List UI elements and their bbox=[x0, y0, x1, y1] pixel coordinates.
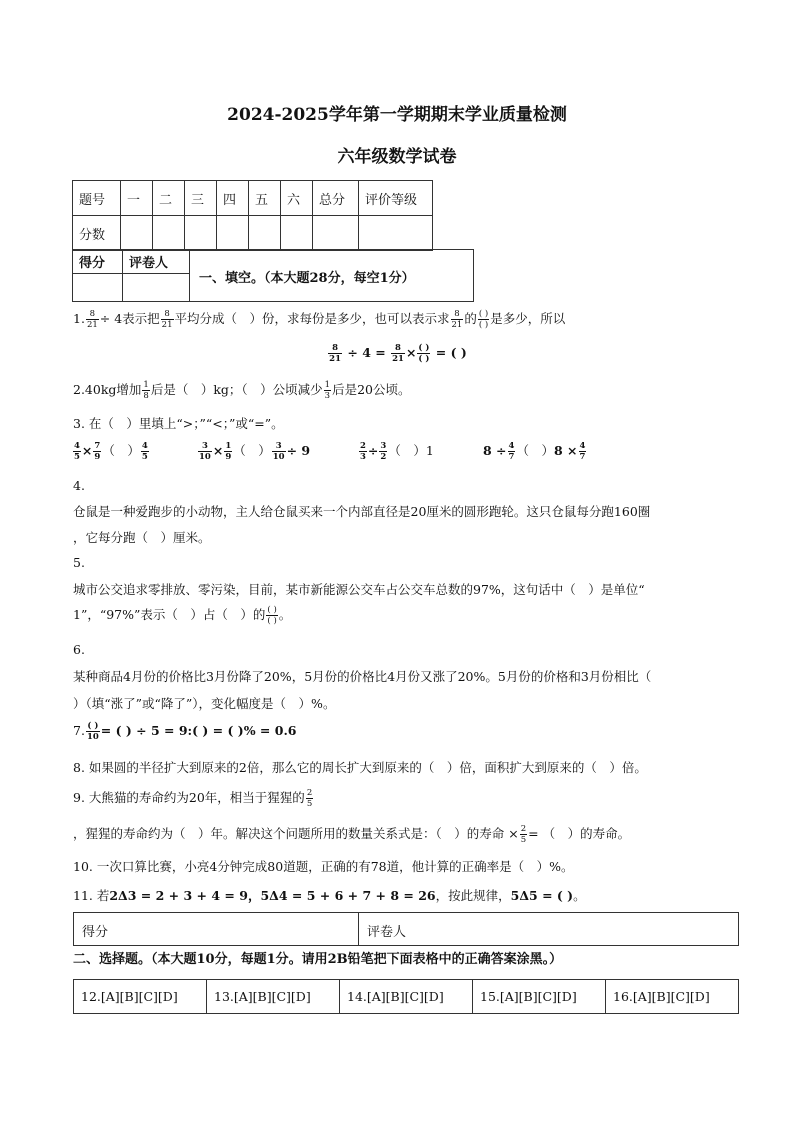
question-3-item-1: $\frac{4}{5}$ × $\frac{7}{9}$ （ ） $\frac{4}{5}$ bbox=[74, 441, 148, 462]
question-3-item-3: $\frac{2}{3}$ ÷ $\frac{3}{2}$ （ ）1 bbox=[360, 441, 434, 462]
question-2: 2.40kg增加 $\frac{1}{8}$ 后是（ ）kg；（ ）公顷减少 $\frac{1}{3}$ 后是20公顷。 bbox=[73, 380, 411, 401]
exam-subtitle: 六年级数学试卷 bbox=[337, 147, 457, 167]
question-9-line1: 9. 大熊猫的寿命约为20年，相当于猩猩的 $\frac{2}{5}$ bbox=[73, 788, 313, 809]
grader-reviewer-cell[interactable] bbox=[123, 274, 190, 302]
score-table bbox=[72, 180, 433, 251]
answer-cell-14[interactable]: 14.[A][B][C][D] bbox=[340, 980, 473, 1013]
answer-cell-12[interactable]: 12.[A][B][C][D] bbox=[74, 980, 207, 1013]
question-4-line2: ，它每分跑（ ）厘米。 bbox=[73, 530, 211, 545]
score-cell[interactable] bbox=[153, 216, 185, 251]
score-table-header: 二 bbox=[153, 181, 185, 216]
fraction: $\frac{8}{21}$ bbox=[451, 309, 463, 330]
question-6-line1: 某种商品4月份的价格比3月份降了20%，5月份的价格比4月份又涨了20%。5月份的价格和3月份相比（ bbox=[73, 669, 652, 684]
score-cell[interactable] bbox=[281, 216, 313, 251]
question-8: 8. 如果圆的半径扩大到原来的2倍，那么它的周长扩大到原来的（ ）倍，面积扩大到原来的（ ）倍。 bbox=[73, 760, 647, 775]
question-3: 3. 在（ ）里填上“>；”“<；”或“=”。 bbox=[73, 416, 284, 431]
question-4-number: 4. bbox=[73, 478, 85, 493]
fraction: $\frac{8}{21}$ bbox=[86, 309, 98, 330]
question-10: 10. 一次口算比赛，小亮4分钟完成80道题，正确的有78道，他计算的正确率是（ ）%。 bbox=[73, 859, 574, 874]
score-table-header: 总分 bbox=[313, 181, 359, 216]
question-3-item-4: 8 ÷ $\frac{4}{7}$ （ ）8 × $\frac{4}{7}$ bbox=[483, 441, 586, 462]
score-table-header: 评价等级 bbox=[359, 181, 433, 216]
question-1: 1. $\frac{8}{21}$ ÷ 4表示把 $\frac{8}{21}$ 平均分成（ ）份，求每份是多少，也可以表示求 $\frac{8}{21}$ 的 $\frac{( )}{( )}$ 是多少，所以 bbox=[73, 309, 566, 330]
grader-reviewer-label: 评卷人 bbox=[123, 250, 190, 274]
divider bbox=[358, 913, 359, 945]
score-table-header: 六 bbox=[281, 181, 313, 216]
section1-title: 一、填空。（本大题28分，每空1分） bbox=[199, 271, 415, 286]
blank-fraction[interactable]: $\frac{( )}{( )}$ bbox=[267, 605, 277, 626]
score-table-header: 三 bbox=[185, 181, 217, 216]
answer-sheet bbox=[73, 979, 739, 1014]
score-cell[interactable] bbox=[313, 216, 359, 251]
answer-cell-15[interactable]: 15.[A][B][C][D] bbox=[473, 980, 606, 1013]
question-1-equation: $\frac{8}{21}$ ÷ 4 = $\frac{8}{21}$ × $\frac{( )}{( )}$ = ( ) bbox=[329, 343, 467, 364]
question-5-line1: 城市公交追求零排放、零污染，目前，某市新能源公交车占公交车总数的97%，这句话中（ ）是单位“ bbox=[73, 582, 645, 597]
score-cell[interactable] bbox=[185, 216, 217, 251]
score-table-header: 一 bbox=[121, 181, 153, 216]
blank-fraction[interactable]: $\frac{( )}{( )}$ bbox=[418, 343, 430, 364]
question-5-number: 5. bbox=[73, 555, 85, 570]
question-6-number: 6. bbox=[73, 642, 85, 657]
question-6-line2: ）（填“涨了”或“降了”），变化幅度是（ ）%。 bbox=[73, 696, 336, 711]
section2-title: 二、选择题。（本大题10分，每题1分。请用2B铅笔把下面表格中的正确答案涂黑。） bbox=[73, 952, 563, 967]
score-table-header: 五 bbox=[249, 181, 281, 216]
question-4-line1: 仓鼠是一种爱跑步的小动物，主人给仓鼠买来一个内部直径是20厘米的圆形跑轮。这只仓鼠每分跑160圈 bbox=[73, 504, 651, 519]
answer-cell-16[interactable]: 16.[A][B][C][D] bbox=[613, 989, 710, 1004]
answer-cell-13[interactable]: 13.[A][B][C][D] bbox=[207, 980, 340, 1013]
question-9-line2: ，猩猩的寿命约为（ ）年。解决这个问题所用的数量关系式是：（ ）的寿命 × $\frac{2}{5}$ = （ ）的寿命。 bbox=[73, 824, 631, 845]
exam-title: 2024-2025学年第一学期期末学业质量检测 bbox=[227, 105, 567, 125]
grader-box-section2 bbox=[73, 912, 739, 946]
score-row-label: 分数 bbox=[73, 216, 121, 251]
score-table-header: 题号 bbox=[73, 181, 121, 216]
question-3-item-2: $\frac{3}{10}$ × $\frac{1}{9}$ （ ） $\frac{3}{10}$ ÷ 9 bbox=[199, 441, 311, 462]
score-table-header: 四 bbox=[217, 181, 249, 216]
grader-score-label: 得分 bbox=[73, 250, 123, 274]
question-7: 7. $\frac{( )}{10}$ = ( ) ÷ 5 = 9:( ) = ( )% = 0.6 bbox=[73, 721, 297, 742]
fraction: $\frac{8}{21}$ bbox=[161, 309, 173, 330]
score-cell[interactable] bbox=[121, 216, 153, 251]
question-11: 11. 若2Δ3 = 2 + 3 + 4 = 9，5Δ4 = 5 + 6 + 7 + 8 = 26，按此规律，5Δ5 = ( )。 bbox=[73, 888, 586, 903]
score-cell[interactable] bbox=[217, 216, 249, 251]
question-5-line2: 1”，“97%”表示（ ）占（ ）的 $\frac{( )}{( )}$ 。 bbox=[73, 605, 292, 626]
score-cell[interactable] bbox=[249, 216, 281, 251]
grader-score-label: 得分 bbox=[82, 925, 109, 940]
grader-score-cell[interactable] bbox=[73, 274, 123, 302]
blank-fraction[interactable]: $\frac{( )}{10}$ bbox=[86, 721, 99, 742]
blank-fraction[interactable]: $\frac{( )}{( )}$ bbox=[478, 309, 489, 330]
score-cell[interactable] bbox=[359, 216, 433, 251]
grader-reviewer-label: 评卷人 bbox=[367, 925, 407, 940]
